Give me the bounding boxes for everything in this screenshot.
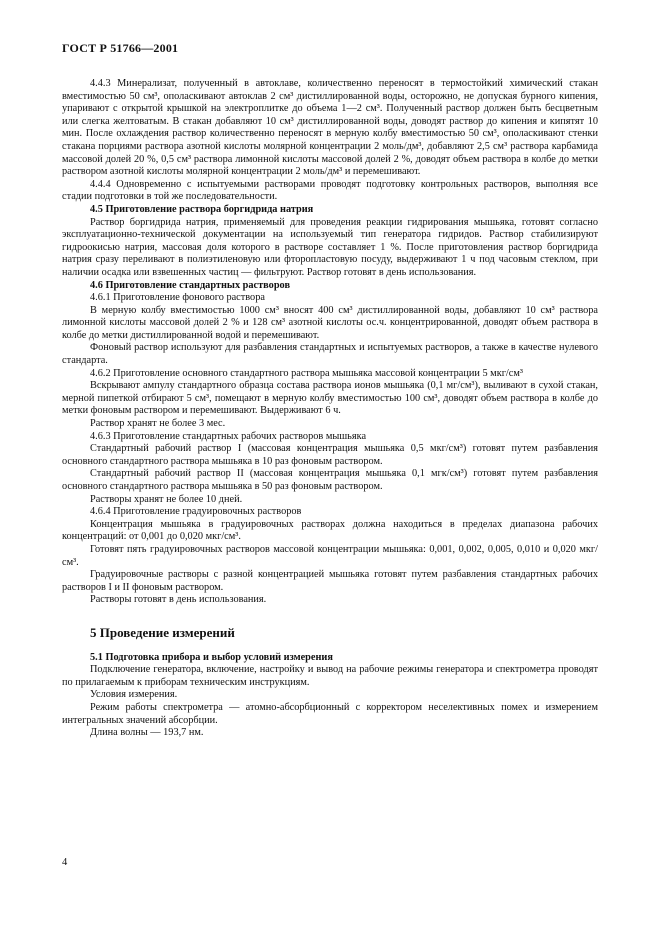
paragraph-4-6-4-a: Концентрация мышьяка в градуировочных растворах должна находиться в пределах диапазона рабочих концентраций: от 0,001 до 0,020 мкг/см³. (62, 518, 598, 543)
paragraph-5-1-c: Режим работы спектрометра — атомно-абсорбционный с корректором неселективных помех и измерением интегральных значений абсорбции. (62, 701, 598, 726)
paragraph-4-5: Раствор боргидрида натрия, применяемый для проведения реакции гидрирования мышьяка, готовят согласно эксплуатационно-технической документации на используемый тип генератора гидридов. Раствор стабилизируют гидроокисью натрия, массовая доля которого в растворе составляет 1 %. После приготовления раствор боргидрида натрия сразу переливают в полиэтиленовую или фторопластовую посуду, выдерживают 1 ч под часовым стеклом, при наличии осадка или взвешенных частиц — фильтруют. Раствор готовят в день использования. (62, 216, 598, 278)
subsection-title-4-6-2: 4.6.2 Приготовление основного стандартного раствора мышьяка массовой концентрации 5 мкг/см³ (90, 367, 523, 379)
paragraph-4-6-3-a: Стандартный рабочий раствор I (массовая концентрация мышьяка 0,5 мкг/см³) готовят путем разбавления основного стандартного раствора мышьяка в 10 раз фоновым раствором. (62, 443, 598, 467)
section-heading-5-1: 5.1 Подготовка прибора и выбор условий измерения (90, 651, 333, 663)
document-body (62, 78, 598, 740)
subsection-title-4-6-1: 4.6.1 Приготовление фонового раствора (90, 292, 265, 304)
paragraph-4-6-1-a: В мерную колбу вместимостью 1000 см³ вносят 400 см³ дистиллированной воды, добавляют 10 см³ раствора лимонной кислоты массовой долей 2 % и 128 см³ азотной кислоты ос.ч. концентрированной, доводят объем раствора в колбе до метки дистиллированной водой и перемешивают. (62, 304, 598, 341)
paragraph-4-6-4-c: Градуировочные растворы с разной концентрацией мышьяка готовят путем разбавления стандартных рабочих растворов I и II фоновым раствором. (62, 569, 598, 593)
subsection-title-4-6-3: 4.6.3 Приготовление стандартных рабочих растворов мышьяка (90, 430, 367, 442)
page-number: 4 (62, 857, 68, 868)
paragraph-4-6-2-a: Вскрывают ампулу стандартного образца состава раствора ионов мышьяка (0,1 мг/см³), выливают в сухой стакан, мерной пипеткой отбирают 5 см³, помещают в мерную колбу вместимостью 100 см³, доводят объем раствора в колбе до метки фоновым раствором и перемешивают. Выдерживают 6 ч. (62, 380, 598, 417)
section-heading-4-6: 4.6 Приготовление стандартных растворов (90, 279, 290, 291)
section-heading-4-5: 4.5 Приготовление раствора боргидрида натрия (90, 203, 314, 215)
paragraph-4-6-4-d: Растворы готовят в день использования. (90, 594, 267, 606)
section-heading-5: 5 Проведение измерений (90, 624, 235, 640)
paragraph-5-1-a: Подключение генератора, включение, настройку и вывод на рабочие режимы генератора и спектрометра проводят по прилагаемым к приборам техническим инструкциям. (62, 664, 598, 688)
subsection-title-4-6-4: 4.6.4 Приготовление градуировочных растворов (90, 506, 302, 518)
paragraph-4-6-3-b: Стандартный рабочий раствор II (массовая концентрация мышьяка 0,1 мгк/см³) готовят путем разбавления основного стандартного раствора мышьяка в 50 раз фоновым раствором. (62, 468, 598, 492)
paragraph-4-4-4: 4.4.4 Одновременно с испытуемыми растворами проводят подготовку контрольных растворов, выполняя все стадии подготовки в той же последовательности. (62, 178, 598, 203)
paragraph-4-4-3: 4.4.3 Минерализат, полученный в автоклаве, количественно переносят в термостойкий химический стакан вместимостью 50 см³, ополаскивают автоклав 2 см³ дистиллированной воды, осторожно, не допуская бурного кипения, упаривают с открытой крышкой на электроплитке до объема 1—2 см³. Полученный раствор должен быть бесцветным или слегка желтоватым. В стакан добавляют 10 см³ дистиллированной воды, доводят раствор до кипения и кипятят 10 мин. После охлаждения раствор количественно переносят в мерную колбу вместимостью 50 см³, ополаскивают стенки стакана порциями раствора азотной кислоты молярной концентрации 2 моль/дм³, добавляют 2,5 см³ раствора карбамида массовой долей 20 %, 0,5 см³ раствора лимонной кислоты массовой долей 2 %, доводят объем раствора в колбе до метки раствором азотной кислоты молярной концентрации 2 моль/дм³ и перемешивают. (62, 78, 598, 178)
paragraph-5-1-b: Условия измерения. (90, 689, 178, 701)
paragraph-5-1-d: Длина волны — 193,7 нм. (90, 727, 204, 739)
paragraph-4-6-2-b: Раствор хранят не более 3 мес. (90, 418, 226, 430)
document-id-header: ГОСТ Р 51766—2001 (62, 41, 179, 55)
paragraph-4-6-3-c: Растворы хранят не более 10 дней. (90, 493, 243, 505)
paragraph-4-6-4-b: Готовят пять градуировочных растворов массовой концентрации мышьяка: 0,001, 0,002, 0,005, 0,010 и 0,020 мкг/см³. (62, 543, 598, 568)
paragraph-4-6-1-b: Фоновый раствор используют для разбавления стандартных и испытуемых растворов, а также в качестве нулевого стандарта. (62, 342, 598, 367)
